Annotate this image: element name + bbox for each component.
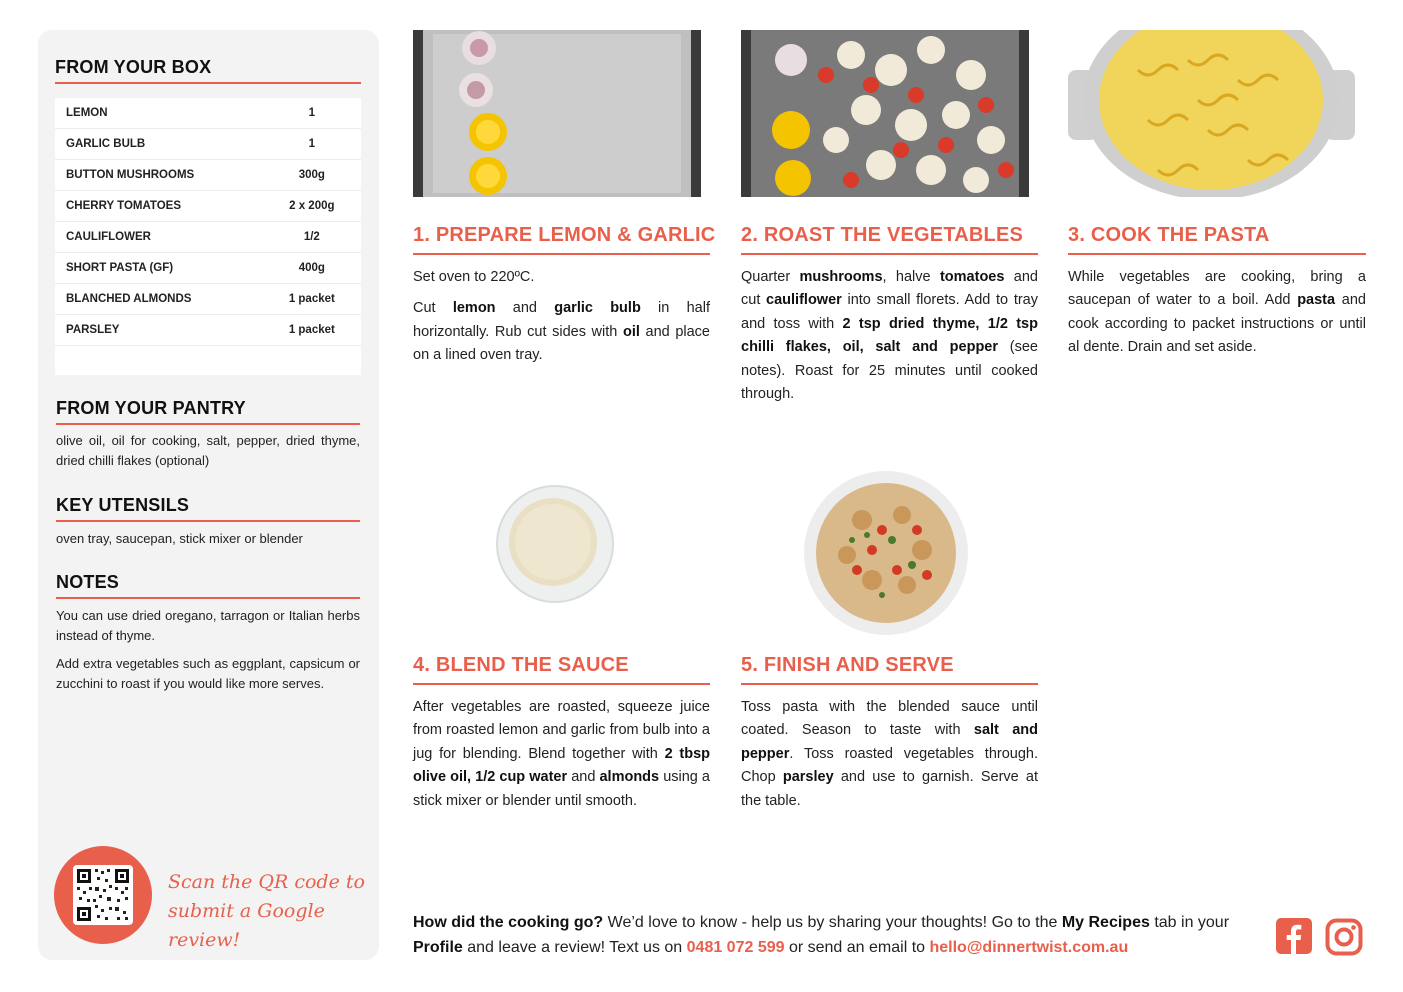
ingredient-row (55, 284, 361, 315)
ingredient-row (55, 222, 361, 253)
step3-title: 3. COOK THE PASTA (1068, 224, 1270, 246)
ingredient-row (55, 160, 361, 191)
step5-title: 5. FINISH AND SERVE (741, 654, 954, 676)
step4-p1: After vegetables are roasted, squeeze juice from roasted lemon and garlic from bulb into a jug for blending. Blend together with 2 tbsp olive oil, 1/2 cup water and almonds using a stick mixer or blender until smooth. (413, 699, 710, 809)
note-1: You can use dried oregano, tarragon or Italian herbs instead of thyme. (56, 608, 360, 643)
step3-photo (1068, 30, 1355, 197)
qr-badge[interactable] (54, 846, 152, 944)
notes-rule (56, 597, 360, 599)
review-prompt: How did the cooking go? We’d love to know - help us by sharing your thoughts! Go to the My Recipes tab in your Profile and leave a review! Text us on 0481 072 599 or send an email to hello@dinnertwist.com.au (413, 914, 1230, 956)
qr-code[interactable] (73, 865, 133, 925)
pantry-title: FROM YOUR PANTRY (56, 398, 246, 418)
ingredient-qty: 400g (298, 262, 325, 274)
step3-p1: While vegetables are cooking, bring a saucepan of water to a boil. Add pasta and cook according to packet instructions or until al dente. Drain and set aside. (1068, 269, 1366, 356)
ingredient-name: BUTTON MUSHROOMS (66, 169, 195, 181)
step4-title: 4. BLEND THE SAUCE (413, 654, 629, 676)
ingredient-row (55, 129, 361, 160)
step2-title: 2. ROAST THE VEGETABLES (741, 224, 1024, 246)
qr-caption (168, 868, 368, 955)
box-title: FROM YOUR BOX (55, 57, 212, 77)
step4-body (413, 696, 710, 821)
ingredient-name: BLANCHED ALMONDS (66, 293, 192, 305)
email-link[interactable]: hello@dinnertwist.com.au (929, 939, 1129, 956)
ingredients-table (55, 98, 361, 375)
ingredient-name: GARLIC BULB (66, 138, 146, 150)
ingredient-qty: 300g (298, 169, 325, 181)
ingredient-qty: 2 x 200g (289, 200, 335, 212)
step5-photo (802, 470, 970, 636)
step1-rule (413, 253, 710, 255)
step1-p2: Cut lemon and garlic bulb in half horizontally. Rub cut sides with oil and place on a lined oven tray. (413, 300, 710, 364)
ingredient-row (55, 191, 361, 222)
step5-p1: Toss pasta with the blended sauce until coated. Season to taste with salt and pepper. Toss roasted vegetables through. Chop parsley and use to garnish. Serve at the table. (741, 699, 1039, 809)
instagram-icon[interactable] (1325, 918, 1363, 961)
note-2: Add extra vegetables such as eggplant, capsicum or zucchini to roast if you would like more serves. (56, 656, 360, 691)
utensils-title: KEY UTENSILS (56, 495, 190, 515)
ingredient-name: LEMON (66, 107, 108, 119)
ingredient-qty: 1 (308, 138, 316, 150)
step2-body (741, 266, 1038, 414)
pantry-text: olive oil, oil for cooking, salt, pepper, dried thyme, dried chilli flakes (optional) (56, 433, 360, 468)
qr-caption-line1: Scan the QR code to (168, 871, 365, 893)
utensils-rule (56, 520, 360, 522)
qr-caption-line2: submit a Google review! (168, 900, 325, 951)
ingredient-name: CHERRY TOMATOES (66, 200, 182, 212)
ingredient-row (55, 98, 361, 129)
ingredient-name: PARSLEY (66, 324, 120, 336)
box-title-rule (55, 82, 361, 84)
pantry-rule (56, 423, 360, 425)
step3-rule (1068, 253, 1366, 255)
ingredient-name: CAULIFLOWER (66, 231, 151, 243)
notes-body (56, 606, 360, 702)
notes-title: NOTES (56, 572, 120, 592)
phone-link[interactable]: 0481 072 599 (686, 939, 785, 956)
step4-photo (495, 484, 615, 604)
step2-rule (741, 253, 1038, 255)
step2-p1: Quarter mushrooms, halve tomatoes and cut cauliflower into small florets. Add to tray and toss with 2 tsp dried thyme, 1/2 tsp chilli flakes, oil, salt and pepper (see notes). Roast for 25 minutes until cooked through. (741, 269, 1038, 403)
step1-body (413, 266, 710, 376)
step4-rule (413, 683, 710, 685)
step2-photo (741, 30, 1029, 197)
ingredient-name: SHORT PASTA (GF) (66, 262, 174, 274)
step1-photo (413, 30, 701, 197)
ingredient-qty: 1/2 (303, 231, 320, 243)
ingredient-qty: 1 packet (288, 324, 335, 336)
step1-p1: Set oven to 220ºC. (413, 269, 535, 285)
utensils-text: oven tray, saucepan, stick mixer or blender (56, 531, 303, 546)
facebook-icon[interactable] (1276, 918, 1312, 959)
step1-title: 1. PREPARE LEMON & GARLIC (413, 224, 716, 246)
ingredient-row (55, 315, 361, 346)
ingredient-qty: 1 (308, 107, 316, 119)
ingredient-row (55, 253, 361, 284)
step3-body (1068, 266, 1366, 368)
ingredient-qty: 1 packet (288, 293, 335, 305)
step5-body (741, 696, 1038, 821)
step5-rule (741, 683, 1038, 685)
